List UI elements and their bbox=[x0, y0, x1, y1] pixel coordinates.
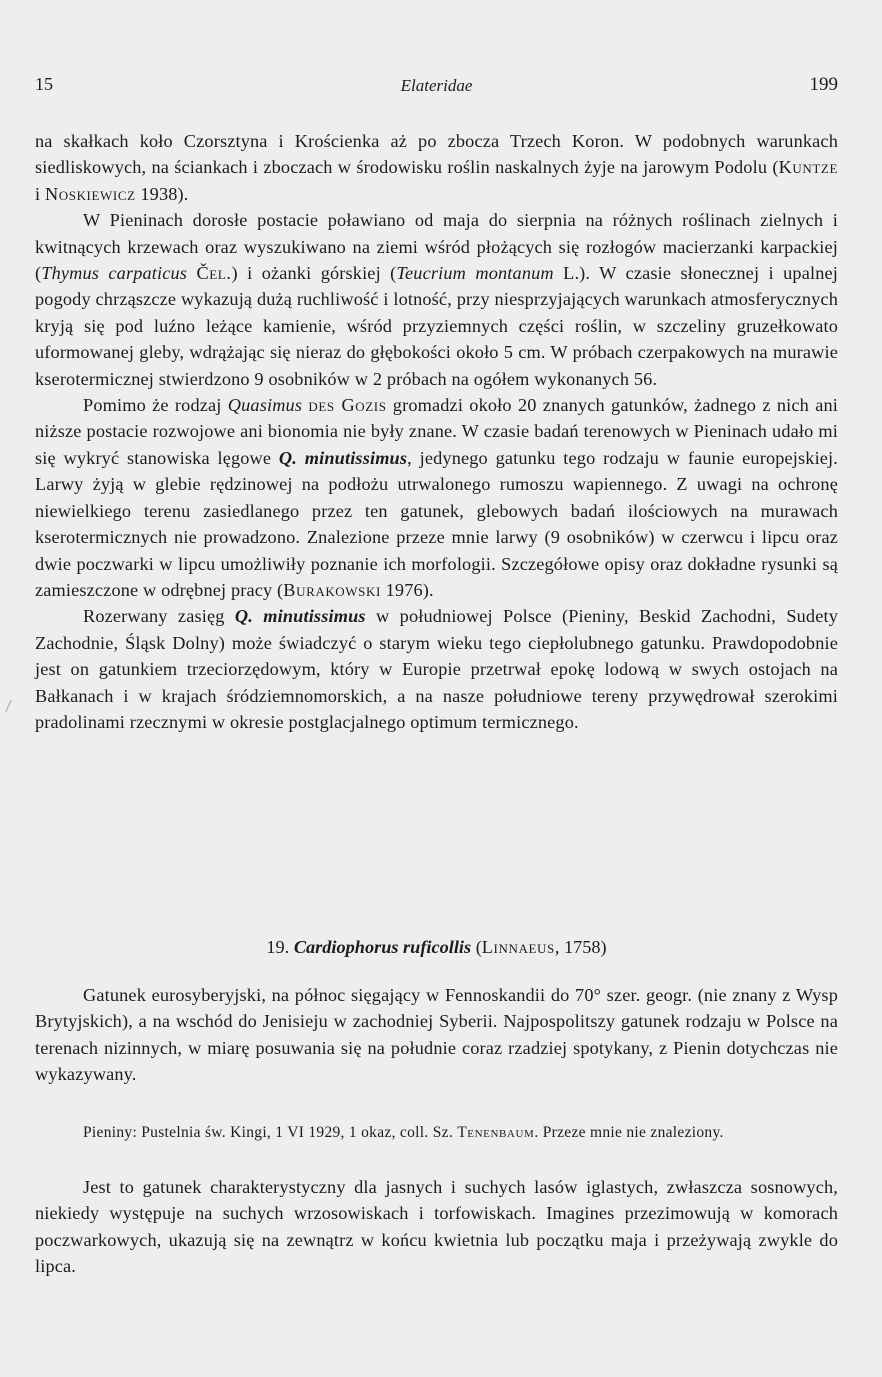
text-run: w południowej Polsce (Pieniny, Beskid Zachodni, Sudety Zachodnie, Śląsk Dolny) może świadczyć o starym wieku tego ciepłolubnego gatunku. Prawdopodobnie jest on gatunkiem trzeciorzędowym, który w Europie przetrwał epokę lodową w swych ostojach na Bałkanach i w krajach śródziemnomorskich, a na nasze południowe tereny przywędrował szerokimi pradolinami rzecznymi w okresie postglacjalnego optimum termicznego. bbox=[35, 606, 838, 732]
text-run: . Przeze mnie nie znaleziony. bbox=[534, 1124, 724, 1141]
species-name: Thymus carpaticus bbox=[41, 263, 188, 284]
species-name: Q. minutissimus bbox=[234, 606, 366, 627]
paragraph-2 bbox=[35, 207, 838, 392]
running-header bbox=[35, 74, 838, 100]
text-run: ( bbox=[475, 937, 482, 957]
species-title-name: Cardiophorus ruficollis bbox=[293, 937, 472, 957]
species-heading bbox=[35, 934, 838, 960]
species-name: Teucrium montanum bbox=[396, 263, 554, 284]
author-citation: Čel. bbox=[196, 263, 232, 284]
text-run: Rozerwany zasięg bbox=[83, 606, 235, 627]
margin-mark bbox=[5, 700, 16, 712]
record-note bbox=[35, 1122, 838, 1144]
paragraph-4 bbox=[35, 603, 838, 735]
main-text-block bbox=[35, 128, 838, 735]
species-name: Q. minutissimus bbox=[278, 447, 408, 468]
author-citation: Linnaeus bbox=[481, 937, 555, 957]
ecology-text-block bbox=[35, 1174, 838, 1280]
species-number: 19. bbox=[266, 937, 290, 957]
text-run: , jedynego gatunku tego rodzaju w faunie europejskiej. Larwy żyją w glebie rędzinowej na podłożu utrwalonego rumoszu wapiennego. Z uwagi na ochronę niewielkiego terenu zasiedlanego przez ten gatunek, glebowych badań ilościowych na murawach kserotermicznych nie prowadzono. Znalezione przeze mnie larwy (9 osobników) w czerwcu i lipcu oraz dwie poczwarki w lipcu umożliwiły poznanie ich morfologii. Szczegółowe opisy oraz dokładne rysunki są zamieszczone w odrębnej pracy ( bbox=[35, 447, 839, 600]
text-run: W Pieninach dorosłe postacie poławiano od maja do sierpnia na różnych roślinach zielnych i kwitnących krzewach oraz wyszukiwano na ziemi wśród płożących się rozłogów macierzanki karpackiej ( bbox=[35, 210, 838, 284]
author-citation: Burakowski bbox=[283, 579, 381, 600]
species-year: , 1758) bbox=[554, 937, 607, 957]
record-paragraph bbox=[35, 1122, 838, 1144]
paragraph-3 bbox=[35, 392, 838, 603]
species-text-block bbox=[35, 982, 838, 1088]
text-run: gromadzi około 20 znanych gatunków, żadnego z nich ani niższe postacie rozwojowe ani bionomia nie były znane. W czasie badań terenowych w Pieninach udało mi się wykryć stanowiska lęgowe bbox=[35, 395, 838, 468]
page-number: 199 bbox=[809, 74, 838, 95]
author-citation: Tenenbaum bbox=[457, 1124, 535, 1141]
text-run: Pieniny: Pustelnia św. Kingi, 1 VI 1929, 1 okaz, coll. Sz. bbox=[83, 1124, 458, 1141]
text-run: Pomimo że rodzaj bbox=[83, 395, 228, 416]
text-run: 1938). bbox=[135, 183, 189, 204]
paragraph-6: Jest to gatunek charakterystyczny dla jasnych i suchych lasów iglastych, zwłaszcza sosnowych, niekiedy występuje na suchych wrzosowiskach i torfowiskach. Imagines przezimowują w komorach poczwarkowych, ukazują się na zewnątrz w końcu kwietnia lub początku maja i przeżywają zwykle do lipca. bbox=[35, 1177, 838, 1277]
text-run: na skałkach koło Czorsztyna i Krościenka aż po zbocza Trzech Koron. W podobnych warunkach siedliskowych, na ściankach i zboczach w środowisku roślin naskalnych żyje na jarowym Podolu ( bbox=[35, 131, 838, 178]
text-run: ) i ożanki górskiej ( bbox=[231, 263, 397, 284]
running-title: Elateridae bbox=[400, 76, 473, 95]
author-citation: Noskiewicz bbox=[44, 183, 136, 204]
section-number: 15 bbox=[35, 74, 53, 94]
text-run: 1976). bbox=[380, 579, 434, 600]
text-run: i bbox=[35, 183, 45, 204]
text-run: L.). W czasie słonecznej i upalnej pogody chrząszcze wykazują dużą ruchliwość i lotność, przy niesprzyjających warunkach atmosferycznych kryją się pod luźno leżące kamienie, wśród przyziemnych części roślin, w szczeliny gruzełkowato uformowanej gleby, wdrążając się nieraz do głębokości około 5 cm. W próbach czerpakowych na murawie kserotermicznej stwierdzono 9 osobników w 2 próbach na ogółem wykonanych 56. bbox=[35, 263, 838, 389]
author-citation: Kuntze bbox=[778, 157, 838, 178]
genus-name: Quasimus bbox=[227, 395, 303, 416]
author-citation: des Gozis bbox=[308, 395, 387, 416]
paragraph-5: Gatunek eurosyberyjski, na północ sięgający w Fennoskandii do 70° szer. geogr. (nie znany z Wysp Brytyjskich), a na wschód do Jenisieju w zachodniej Syberii. Najpospolitszy gatunek rodzaju w Polsce na terenach nizinnych, w miarę posuwania się na południe coraz rzadziej spotykany, z Pienin dotychczas nie wykazywany. bbox=[35, 985, 838, 1085]
paragraph-1 bbox=[35, 128, 838, 207]
